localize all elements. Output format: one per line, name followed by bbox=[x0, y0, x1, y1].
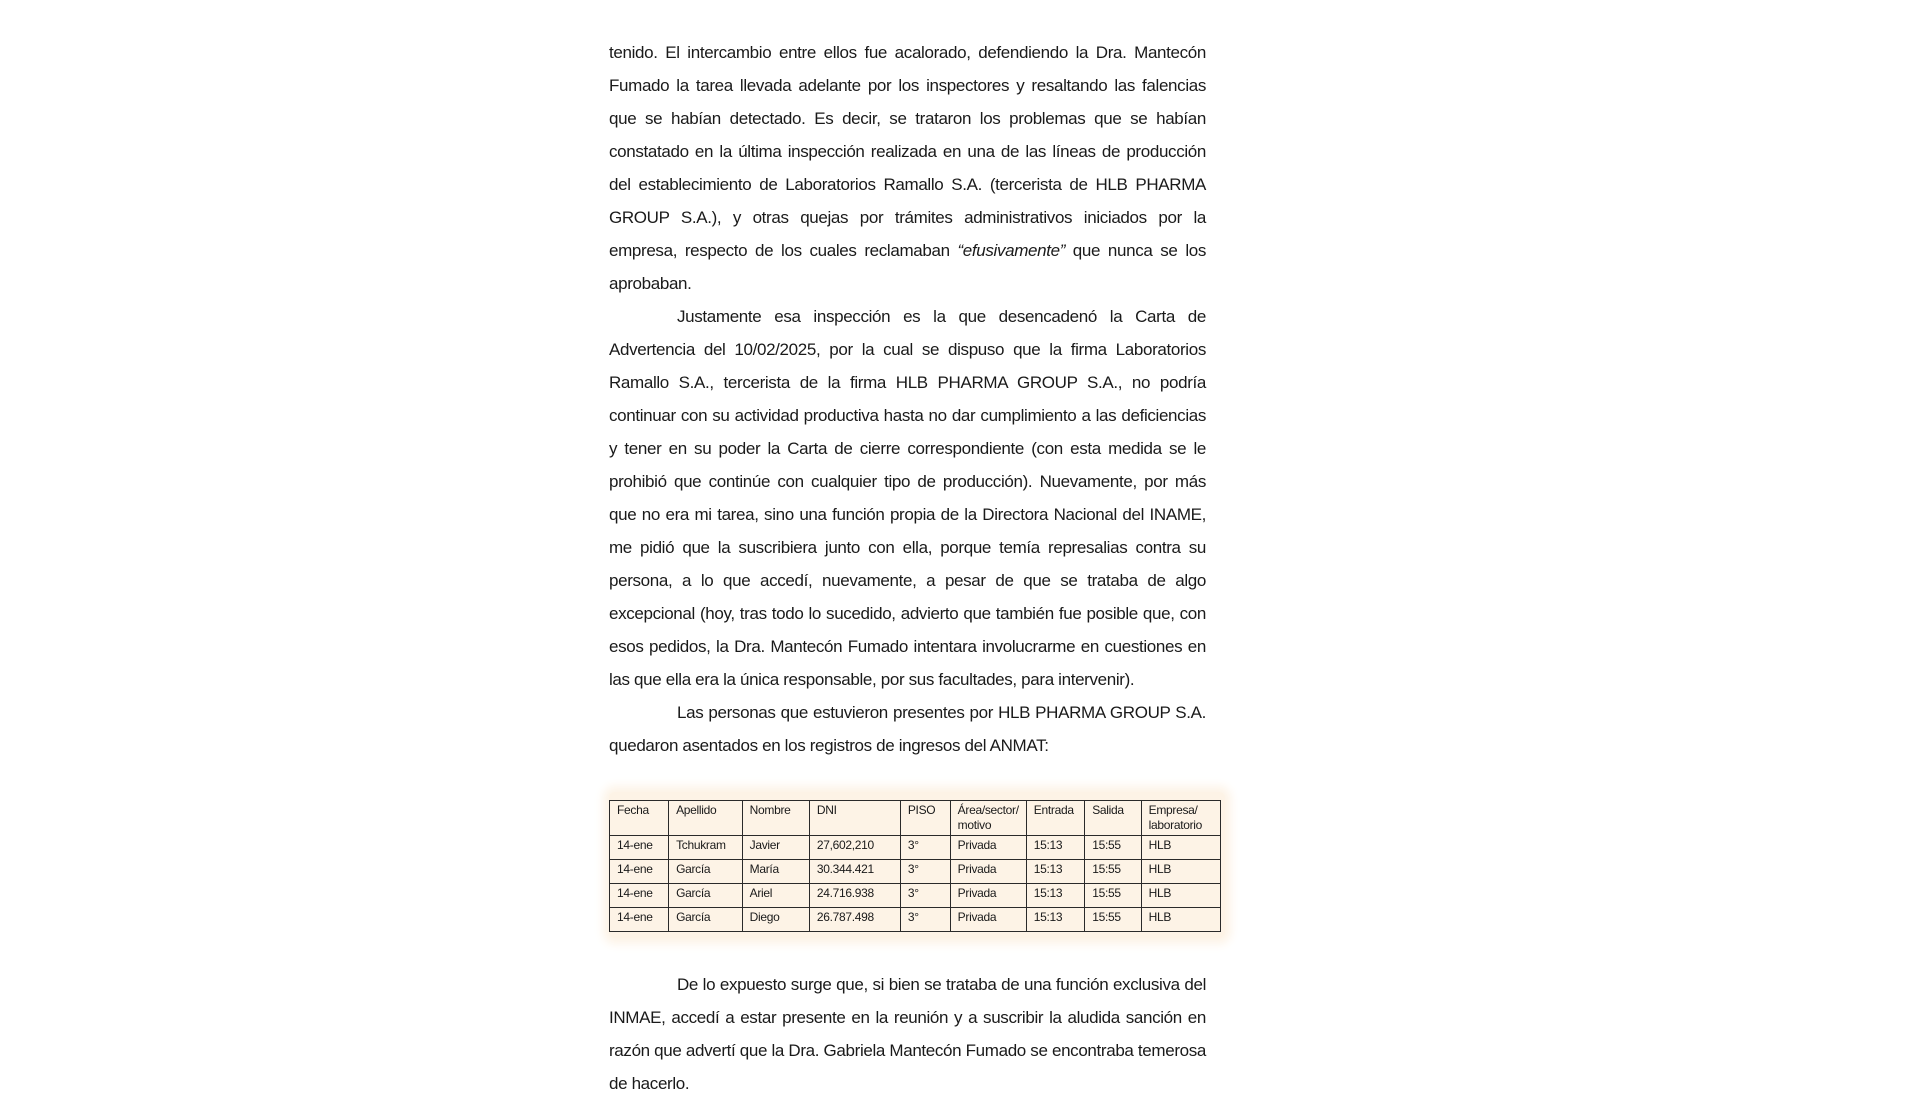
cell-apellido: García bbox=[669, 860, 743, 884]
cell-entrada: 15:13 bbox=[1026, 884, 1084, 908]
table-row bbox=[610, 860, 1221, 884]
cell-nombre: Diego bbox=[742, 908, 809, 932]
table-row bbox=[610, 836, 1221, 860]
cell-area: Privada bbox=[950, 836, 1026, 860]
cell-apellido: Tchukram bbox=[669, 836, 743, 860]
paragraph-1-text: tenido. El intercambio entre ellos fue acalorado, defendiendo la Dra. Mantecón Fumado la tarea llevada adelante por los inspectores y resaltando las falencias que se habían detectado. Es decir, se trataron los problemas que se habían constatado en la última inspección realizada en una de las líneas de producción del establecimiento de Laboratorios Ramallo S.A. (tercerista de HLB PHARMA GROUP S.A.), y otras quejas por trámites administrativos iniciados por la empresa, respecto de los cuales reclamaban bbox=[609, 43, 1206, 260]
cell-salida: 15:55 bbox=[1085, 860, 1141, 884]
paragraph-3: Las personas que estuvieron presentes por HLB PHARMA GROUP S.A. quedaron asentados en los registros de ingresos del ANMAT: bbox=[609, 703, 1206, 755]
header-apellido: Apellido bbox=[669, 801, 743, 836]
header-nombre: Nombre bbox=[742, 801, 809, 836]
cell-dni: 27,602,210 bbox=[809, 836, 900, 860]
cell-empresa: HLB bbox=[1141, 860, 1220, 884]
header-fecha: Fecha bbox=[610, 801, 669, 836]
header-piso: PISO bbox=[900, 801, 950, 836]
paragraph-4: De lo expuesto surge que, si bien se trataba de una función exclusiva del INMAE, accedí a estar presente en la reunión y a suscribir la aludida sanción en razón que advertí que la Dra. Gabriela Mantecón Fumado se encontraba temerosa de hacerlo. bbox=[609, 975, 1206, 1093]
table-header-row bbox=[610, 801, 1221, 836]
cell-piso: 3° bbox=[900, 908, 950, 932]
header-entrada: Entrada bbox=[1026, 801, 1084, 836]
paragraph-2: Justamente esa inspección es la que desencadenó la Carta de Advertencia del 10/02/2025, por la cual se dispuso que la firma Laboratorios Ramallo S.A., tercerista de la firma HLB PHARMA GROUP S.A., no podría continuar con su actividad productiva hasta no dar cumplimiento a las deficiencias y tener en su poder la Carta de cierre correspondiente (con esta medida se le prohibió que continúe con cualquier tipo de producción). Nuevamente, por más que no era mi tarea, sino una función propia de la Directora Nacional del INAME, me pidió que la suscribiera junto con ella, porque temía represalias contra su persona, a lo que accedí, nuevamente, a pesar de que se trataba de algo excepcional (hoy, tras todo lo sucedido, advierto que también fue posible que, con esos pedidos, la Dra. Mantecón Fumado intentara involucrarme en cuestiones en las que ella era la única responsable, por sus facultades, para intervenir). bbox=[609, 307, 1206, 689]
cell-area: Privada bbox=[950, 884, 1026, 908]
cell-area: Privada bbox=[950, 860, 1026, 884]
cell-entrada: 15:13 bbox=[1026, 908, 1084, 932]
cell-apellido: García bbox=[669, 884, 743, 908]
header-dni: DNI bbox=[809, 801, 900, 836]
table-row bbox=[610, 884, 1221, 908]
highlighted-table-region bbox=[609, 792, 1225, 938]
paragraph-1-end: que nunca se los aprobaban. bbox=[609, 241, 1206, 293]
cell-nombre: Javier bbox=[742, 836, 809, 860]
cell-empresa: HLB bbox=[1141, 884, 1220, 908]
cell-empresa: HLB bbox=[1141, 836, 1220, 860]
header-salida: Salida bbox=[1085, 801, 1141, 836]
cell-dni: 26.787.498 bbox=[809, 908, 900, 932]
entry-registry-table bbox=[609, 800, 1221, 932]
cell-salida: 15:55 bbox=[1085, 836, 1141, 860]
cell-dni: 24.716.938 bbox=[809, 884, 900, 908]
table-row bbox=[610, 908, 1221, 932]
cell-empresa: HLB bbox=[1141, 908, 1220, 932]
header-area: Área/sector/ motivo bbox=[950, 801, 1026, 836]
header-empresa: Empresa/ laboratorio bbox=[1141, 801, 1220, 836]
paragraph-1 bbox=[609, 36, 1206, 300]
cell-fecha: 14-ene bbox=[610, 860, 669, 884]
paragraph-1-italic: “efusivamente” bbox=[957, 241, 1066, 260]
cell-entrada: 15:13 bbox=[1026, 836, 1084, 860]
cell-piso: 3° bbox=[900, 860, 950, 884]
cell-nombre: María bbox=[742, 860, 809, 884]
cell-piso: 3° bbox=[900, 884, 950, 908]
cell-fecha: 14-ene bbox=[610, 908, 669, 932]
cell-nombre: Ariel bbox=[742, 884, 809, 908]
cell-salida: 15:55 bbox=[1085, 908, 1141, 932]
cell-dni: 30.344.421 bbox=[809, 860, 900, 884]
cell-entrada: 15:13 bbox=[1026, 860, 1084, 884]
cell-salida: 15:55 bbox=[1085, 884, 1141, 908]
cell-area: Privada bbox=[950, 908, 1026, 932]
cell-piso: 3° bbox=[900, 836, 950, 860]
cell-fecha: 14-ene bbox=[610, 884, 669, 908]
document-page bbox=[609, 36, 1206, 1100]
cell-apellido: García bbox=[669, 908, 743, 932]
cell-fecha: 14-ene bbox=[610, 836, 669, 860]
